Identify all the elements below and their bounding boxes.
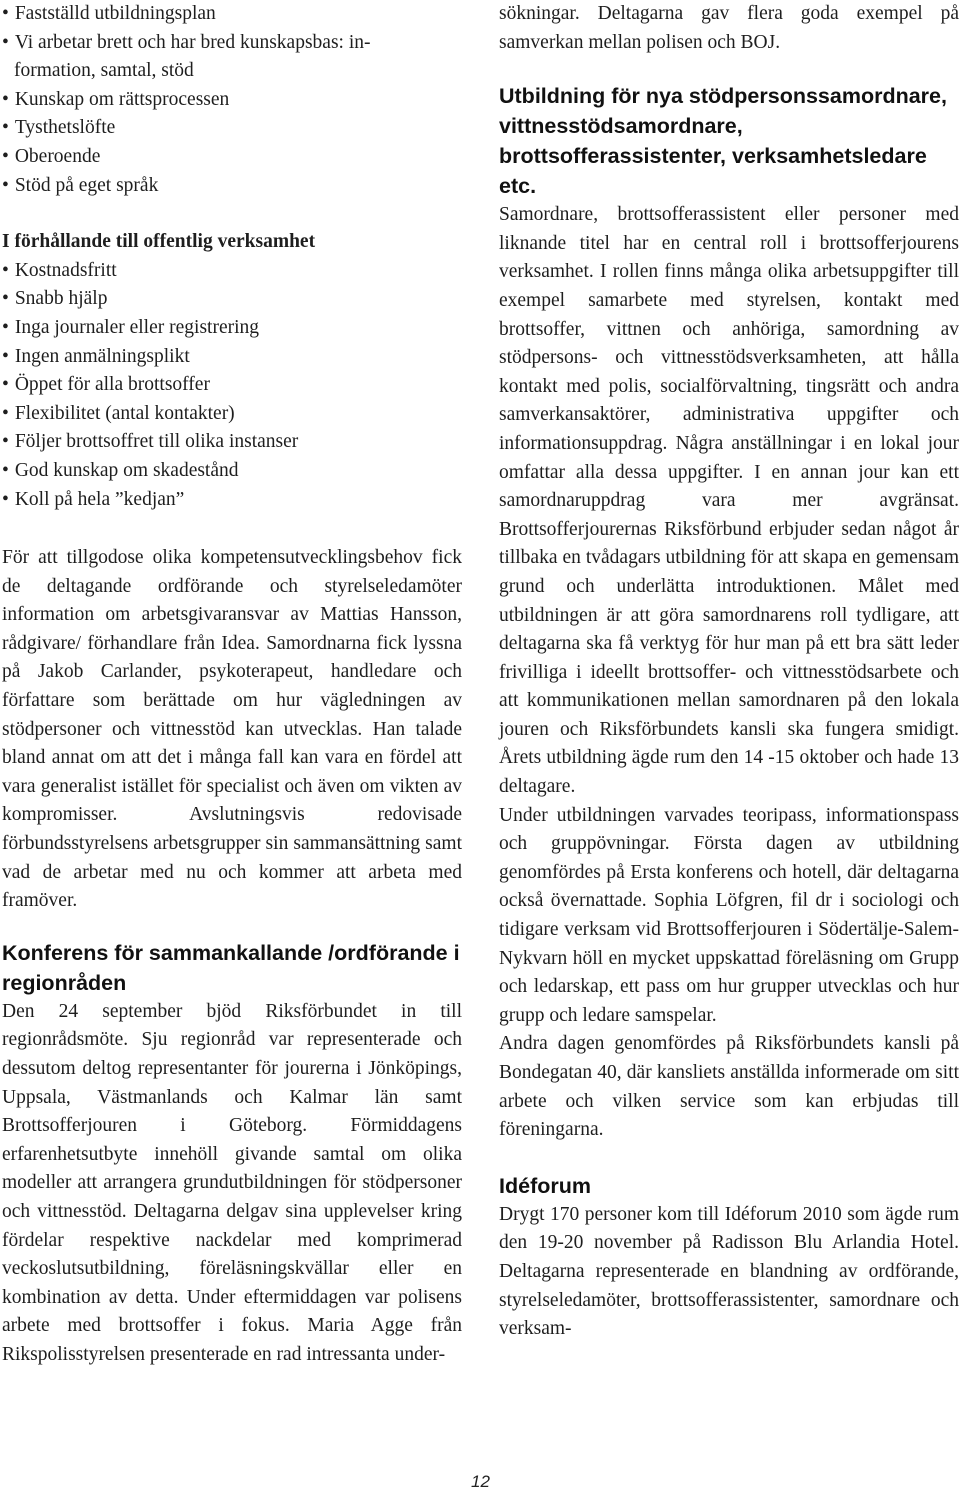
- page-number: 12: [471, 1472, 490, 1491]
- list-item: • Inga journaler eller registrering: [2, 316, 260, 338]
- left-column: [2, 0, 462, 1370]
- public-sector-list: [2, 257, 462, 514]
- ideforum-paragraph: Drygt 170 personer kom till Idéforum 2010 som ägde rum den 19-20 november på Radisson Blu Arlandia Hotel. Deltagarna representerade en blandning av ordförande, styrelseledamöter, brottsofferassistenter, samordnare och verksam-: [499, 1203, 959, 1340]
- regional-council-paragraph: Den 24 september bjöd Riksförbundet in till regionrådsmöte. Sju regionråd var representerade och dessutom deltog representanter för jourerna i Jönköpings, Uppsala, Västmanlands och Kalmar län samt Brottsofferjouren i Göteborg. Förmiddagens erfarenhetsutbyte innehöll givande samtal om olika modeller att arrangera grundutbildningen för stödpersoner och vittnesstöd. Deltagarna delgav sina upplevelser kring fördelar respektive nackdelar med komprimerad veckoslutsutbildning, föreläsningskvällar eller en kombination av detta. Under eftermiddagen var polisens arbete med brottsoffer i fokus. Maria Agge från Rikspolisstyrelsen presenterade en rad intressanta under-: [2, 1000, 462, 1365]
- list-item: • Koll på hela ”kedjan”: [2, 488, 185, 510]
- public-sector-subheading: I förhållande till offentlig verksamhet: [2, 231, 316, 253]
- coordinator-role-paragraph: Samordnare, brottsofferassistent eller personer med liknande titel har en central roll i brottsofferjourens verksamhet. I rollen finns många olika arbetsuppgifter till exempel samarbete med styrelsen, kontakt med brottsoffer, vittnen och anhöriga, samordning av stödpersons- och vittnesstödsverksamheten, att hålla kontakt med polis, socialförvaltning, tingsrätt och andra samverkansaktörer, administrativa uppgifter och informationsuppdrag. Några anställningar i en lokal jour omfattar alla dessa uppgifter. I en annan jour kan ett samordnaruppdrag vara mer avgränsat. Brottsofferjourernas Riksförbund erbjuder sedan något år tillbaka en tvådagars utbildning för att skapa en gemensam grund och underlätta introduktionen. Målet med utbildningen är att göra samordnarens roll tydligare, att deltagarna ska få verktyg för hur man på ett bra sätt leder frivilliga i ideellt brottsoffer- och vittnesstödsarbete och att kommunikationen mellan samordnaren på den lokala jouren och Riksförbundets kansli ska fungera smidigt. Årets utbildning ägde rum den 14 -15 oktober och hade 13 deltagare.: [499, 204, 959, 798]
- ideforum-heading: Idéforum: [499, 1173, 591, 1198]
- list-item: • Oberoende: [2, 145, 101, 167]
- competence-paragraph: För att tillgodose olika kompetensutvecklingsbehov fick de deltagande ordförande och styrelseledamöter information om arbetsgivaransvar av Mattias Hansson, rådgivare/ förhandlare från Idea. Samordnarna fick lyssna på Jakob Carlander, psykoterapeut, handledare och författare som berättade om hur vägledningen av stödpersoner och vittnesstöd kan utvecklas. Han talade bland annat om att det i många fall kan vara en fördel att vara generalist istället för specialist och även om vikten av kompromisser. Avslutningsvis redovisade förbundsstyrelsens arbetsgrupper sin sammansättning samt vad de arbetar med nu och kommer att arbeta med framöver.: [2, 547, 462, 912]
- list-item: • Kunskap om rättsprocessen: [2, 88, 230, 110]
- strengths-list: [2, 0, 462, 200]
- list-item: • Vi arbetar brett och har bred kunskapsbas: in-: [2, 31, 371, 53]
- right-column: [499, 0, 959, 1344]
- list-item: • Fastställd utbildningsplan: [2, 3, 216, 24]
- list-item: • Stöd på eget språk: [2, 174, 159, 196]
- second-day-paragraph: Andra dagen genomfördes på Riksförbundets kansli på Bondegatan 40, där kansliets anställda informerade om sitt arbete och vilken service som kan erbjudas till föreningarna.: [499, 1033, 959, 1141]
- training-heading: Utbildning för nya stödpersonssamordnare, vittnesstödsamordnare, brottsofferassistenter, verksamhetsledare etc.: [499, 84, 947, 199]
- training-content-paragraph: Under utbildningen varvades teoripass, informationspass och gruppövningar. Första dagen av utbildning genomfördes på Ersta konferens och hotell, där deltagarna också övernattade. Sophia Löfgren, fil dr i sociologi och tidigare verksam vid Brottsofferjouren i Södertälje-Salem-Nykvarn höll en mycket uppskattad föreläsning om Grupp och ledarskap, ett pass om hur grupper utvecklas och hur grupp och ledare samspelar.: [499, 804, 959, 1026]
- conference-heading: Konferens för sammankallande /ordförande i regionråden: [2, 940, 460, 995]
- continued-paragraph: sökningar. Deltagarna gav flera goda exempel på samverkan mellan polisen och BOJ.: [499, 3, 959, 53]
- list-item: • God kunskap om skadestånd: [2, 459, 239, 481]
- list-item: • Ingen anmälningsplikt: [2, 345, 190, 367]
- list-item: • Öppet för alla brottsoffer: [2, 374, 210, 396]
- list-item: • Följer brottsoffret till olika instanser: [2, 431, 299, 453]
- list-item: • Flexibilitet (antal kontakter): [2, 402, 235, 424]
- list-item: • Kostnadsfritt: [2, 259, 117, 281]
- list-item-continuation: formation, samtal, stöd: [14, 60, 194, 82]
- list-item: • Tysthetslöfte: [2, 117, 116, 139]
- list-item: • Snabb hjälp: [2, 288, 108, 310]
